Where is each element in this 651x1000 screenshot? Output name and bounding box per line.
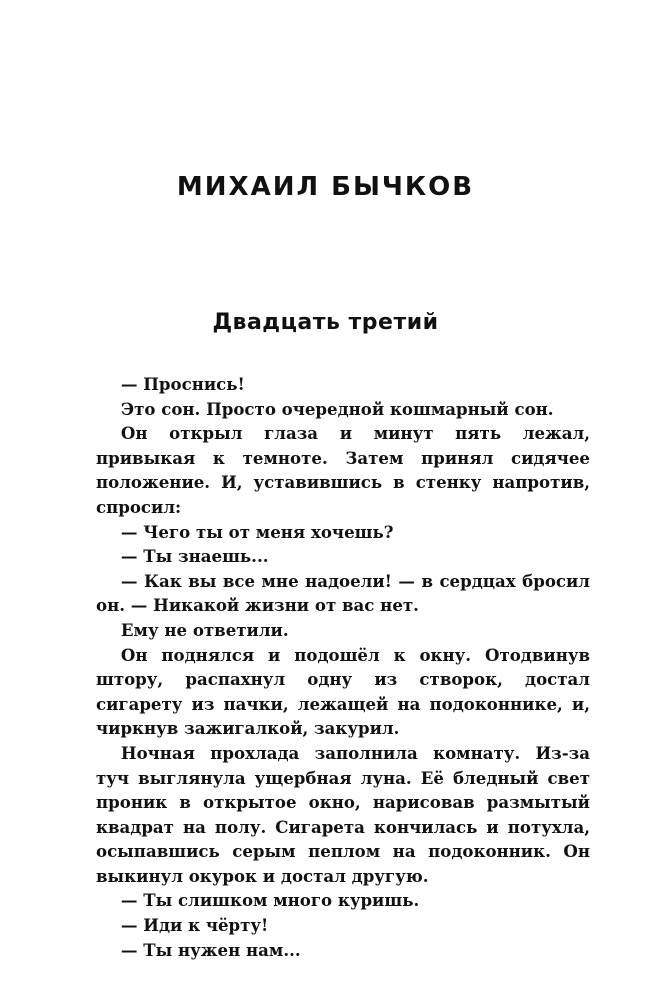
author-name: МИХАИЛ БЫЧКОВ bbox=[176, 172, 475, 202]
paragraph: — Как вы все мне надоели! — в сердцах бросил он. — Никакой жизни от вас нет. bbox=[96, 570, 590, 616]
chapter-title: Двадцать третий bbox=[212, 310, 439, 335]
paragraph: — Ты знаешь... bbox=[120, 546, 269, 567]
paragraph: — Ты нужен нам... bbox=[120, 939, 301, 960]
paragraph: Ему не ответили. bbox=[120, 619, 289, 640]
paragraph: — Иди к чёрту! bbox=[120, 915, 269, 936]
paragraph: — Чего ты от меня хочешь? bbox=[120, 521, 394, 542]
paragraph: Это сон. Просто очередной кошмарный сон. bbox=[120, 398, 554, 419]
paragraph: — Ты слишком много куришь. bbox=[120, 890, 420, 911]
paragraph: Ночная прохлада заполнила комнату. Из-за туч выглянула ущербная луна. Её бледный свет проник в открытое окно, нарисовав размытый квадрат на полу. Сигарета кончилась и потухла, осыпавшись серым пеплом на подоконник. Он выкинул окурок и достал другую. bbox=[96, 742, 590, 886]
paragraph: — Проснись! bbox=[120, 374, 245, 394]
paragraph: Он открыл глаза и минут пять лежал, привыкая к темноте. Затем принял сидячее положение. И, уставившись в стенку напротив, спросил: bbox=[96, 423, 590, 517]
body-text bbox=[96, 372, 590, 962]
paragraph: Он поднялся и подошёл к окну. Отодвинув штору, распахнул одну из створок, достал сигарету из пачки, лежащей на подоконнике, и, чиркнув зажигалкой, закурил. bbox=[96, 644, 590, 739]
